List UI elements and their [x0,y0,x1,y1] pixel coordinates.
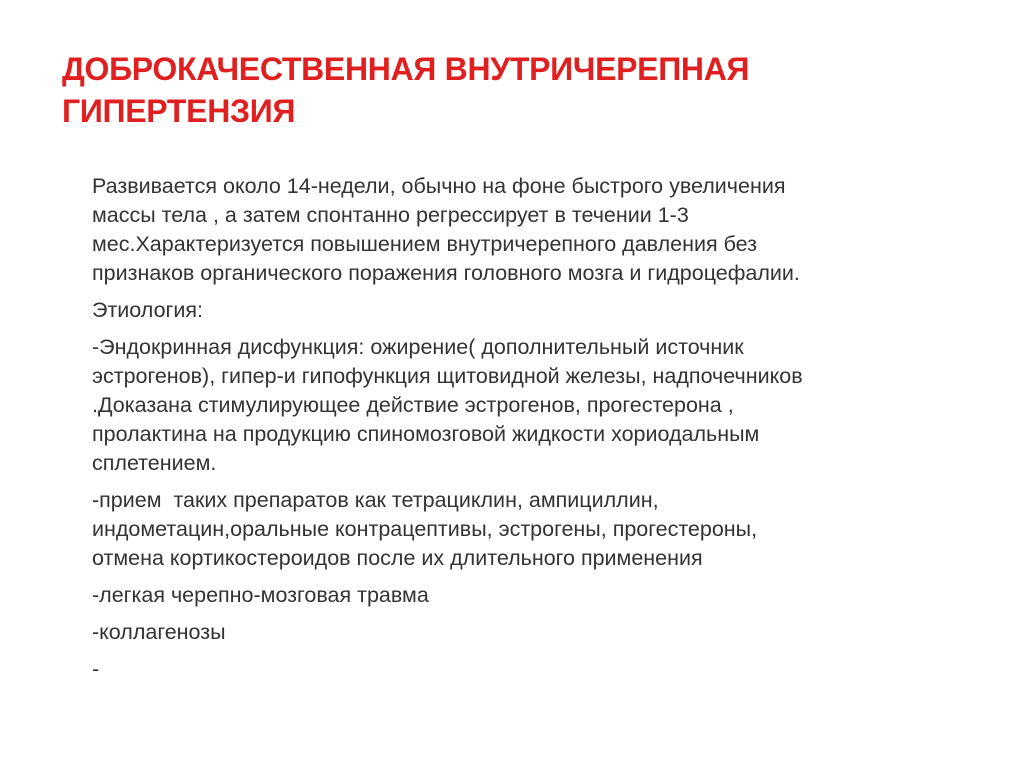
text-line: Этиология: [92,298,204,322]
paragraph-etiology-heading [92,296,952,325]
paragraph-trauma [92,581,952,610]
text-line: массы тела , а затем спонтанно регрессирует в течении 1-3 [92,203,689,227]
paragraph-dash [92,655,952,684]
text-line: -коллагенозы [92,620,226,644]
text-line: сплетением. [92,451,217,475]
text-line: отмена кортикостероидов после их длительного применения [92,546,703,570]
slide-title-line: ГИПЕРТЕНЗИЯ [62,93,296,129]
text-line: -прием таких препаратов как тетрациклин, ампициллин, [92,488,659,512]
paragraph-collagenoses [92,618,952,647]
paragraph-description [92,172,952,288]
text-line: -Эндокринная дисфункция: ожирение( дополнительный источник [92,335,744,359]
text-line: .Доказана стимулирующее действие эстрогенов, прогестерона , [92,393,734,417]
slide-body [92,172,952,692]
text-line: -легкая черепно-мозговая травма [92,583,429,607]
text-line: признаков органического поражения головного мозга и гидроцефалии. [92,261,800,285]
slide-title-line: ДОБРОКАЧЕСТВЕННАЯ ВНУТРИЧЕРЕПНАЯ [62,51,750,87]
paragraph-endocrine [92,333,952,478]
paragraph-drugs [92,486,952,573]
text-line: индометацин,оральные контрацептивы, эстрогены, прогестероны, [92,517,758,541]
text-line: эстрогенов), гипер-и гипофункция щитовидной железы, надпочечников [92,364,803,388]
text-line: Развивается около 14-недели, обычно на фоне быстрого увеличения [92,174,786,198]
text-line: пролактина на продукцию спиномозговой жидкости хориодальным [92,422,760,446]
text-line: мес.Характеризуется повышением внутричерепного давления без [92,232,758,256]
slide-title [62,48,962,132]
text-line: - [92,657,100,681]
